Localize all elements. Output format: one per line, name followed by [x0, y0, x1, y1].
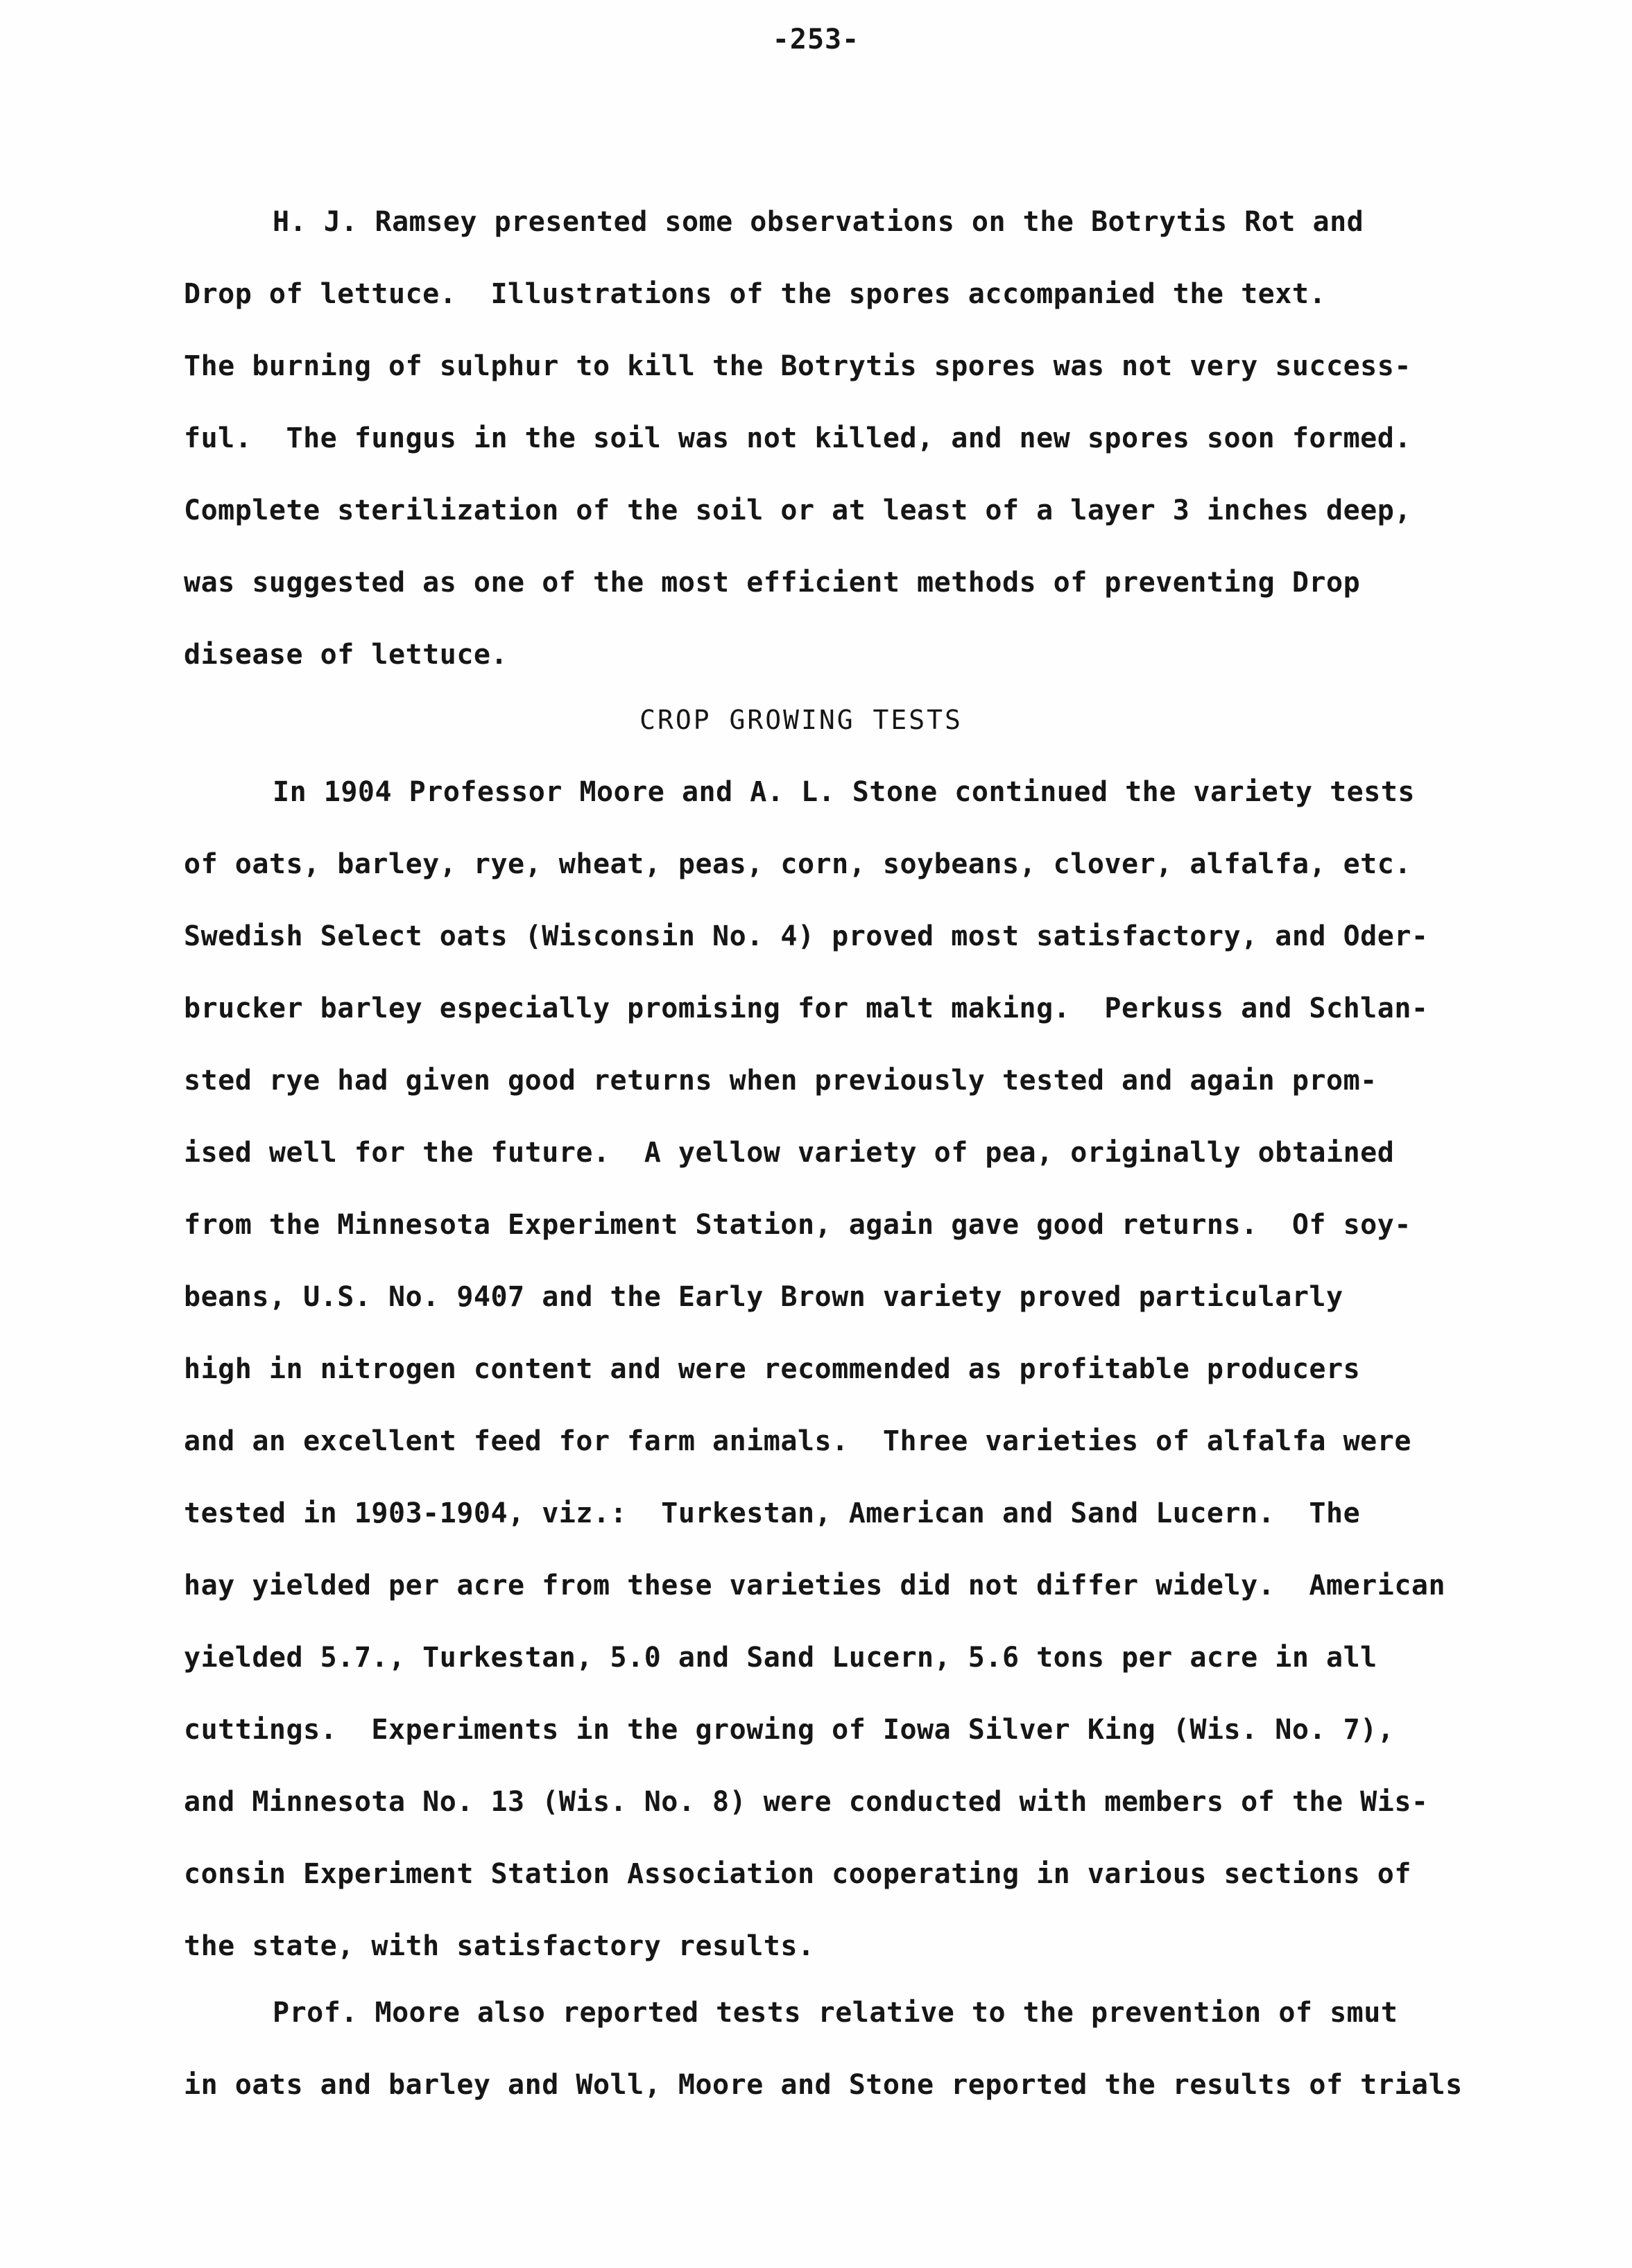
paragraph-line: cuttings. Experiments in the growing of Iowa Silver King (Wis. No. 7), [184, 1714, 1395, 1746]
paragraph-line: Swedish Select oats (Wisconsin No. 4) proved most satisfactory, and Oder- [184, 920, 1429, 952]
paragraph-line: and an excellent feed for farm animals. Three varieties of alfalfa were [184, 1425, 1411, 1457]
paragraph-ramsey [184, 186, 1502, 691]
paragraph-line: sted rye had given good returns when previously tested and again prom- [184, 1065, 1377, 1097]
paragraph-line: ised well for the future. A yellow variety of pea, originally obtained [184, 1137, 1395, 1169]
paragraph-smut [184, 1977, 1502, 2121]
paragraph-line: tested in 1903-1904, viz.: Turkestan, American and Sand Lucern. The [184, 1497, 1361, 1529]
paragraph-line: and Minnesota No. 13 (Wis. No. 8) were conducted with members of the Wis- [184, 1786, 1429, 1818]
paragraph-line: high in nitrogen content and were recommended as profitable producers [184, 1353, 1361, 1385]
paragraph-line: consin Experiment Station Association cooperating in various sections of [184, 1858, 1411, 1890]
paragraph-line: Prof. Moore also reported tests relative to the prevention of smut [273, 1997, 1398, 2029]
paragraph-line: brucker barley especially promising for malt making. Perkuss and Schlan- [184, 993, 1429, 1024]
paragraph-crop-tests [184, 756, 1502, 1982]
paragraph-line: from the Minnesota Experiment Station, again gave good returns. Of soy- [184, 1209, 1411, 1241]
paragraph-line: in oats and barley and Woll, Moore and Stone reported the results of trials [184, 2069, 1463, 2101]
paragraph-line: Complete sterilization of the soil or at least of a layer 3 inches deep, [184, 495, 1411, 526]
paragraph-line: In 1904 Professor Moore and A. L. Stone continued the variety tests [273, 776, 1415, 808]
paragraph-line: hay yielded per acre from these varieties did not differ widely. American [184, 1570, 1446, 1601]
page-number: -253- [772, 24, 860, 55]
section-heading-block [184, 684, 1502, 756]
paragraph-line: of oats, barley, rye, wheat, peas, corn, soybeans, clover, alfalfa, etc. [184, 848, 1411, 880]
section-heading: CROP GROWING TESTS [639, 705, 963, 735]
paragraph-line: disease of lettuce. [184, 639, 508, 671]
paragraph-line: the state, with satisfactory results. [184, 1930, 815, 1962]
paragraph-line: beans, U.S. No. 9407 and the Early Brown variety proved particularly [184, 1281, 1343, 1313]
paragraph-line: yielded 5.7., Turkestan, 5.0 and Sand Lucern, 5.6 tons per acre in all [184, 1642, 1377, 1674]
paragraph-line: was suggested as one of the most efficient methods of preventing Drop [184, 567, 1361, 599]
paragraph-line: H. J. Ramsey presented some observations on the Botrytis Rot and [273, 206, 1364, 238]
paragraph-line: Drop of lettuce. Illustrations of the spores accompanied the text. [184, 278, 1326, 310]
paragraph-line: The burning of sulphur to kill the Botrytis spores was not very success- [184, 350, 1411, 382]
paragraph-line: ful. The fungus in the soil was not killed, and new spores soon formed. [184, 422, 1411, 454]
